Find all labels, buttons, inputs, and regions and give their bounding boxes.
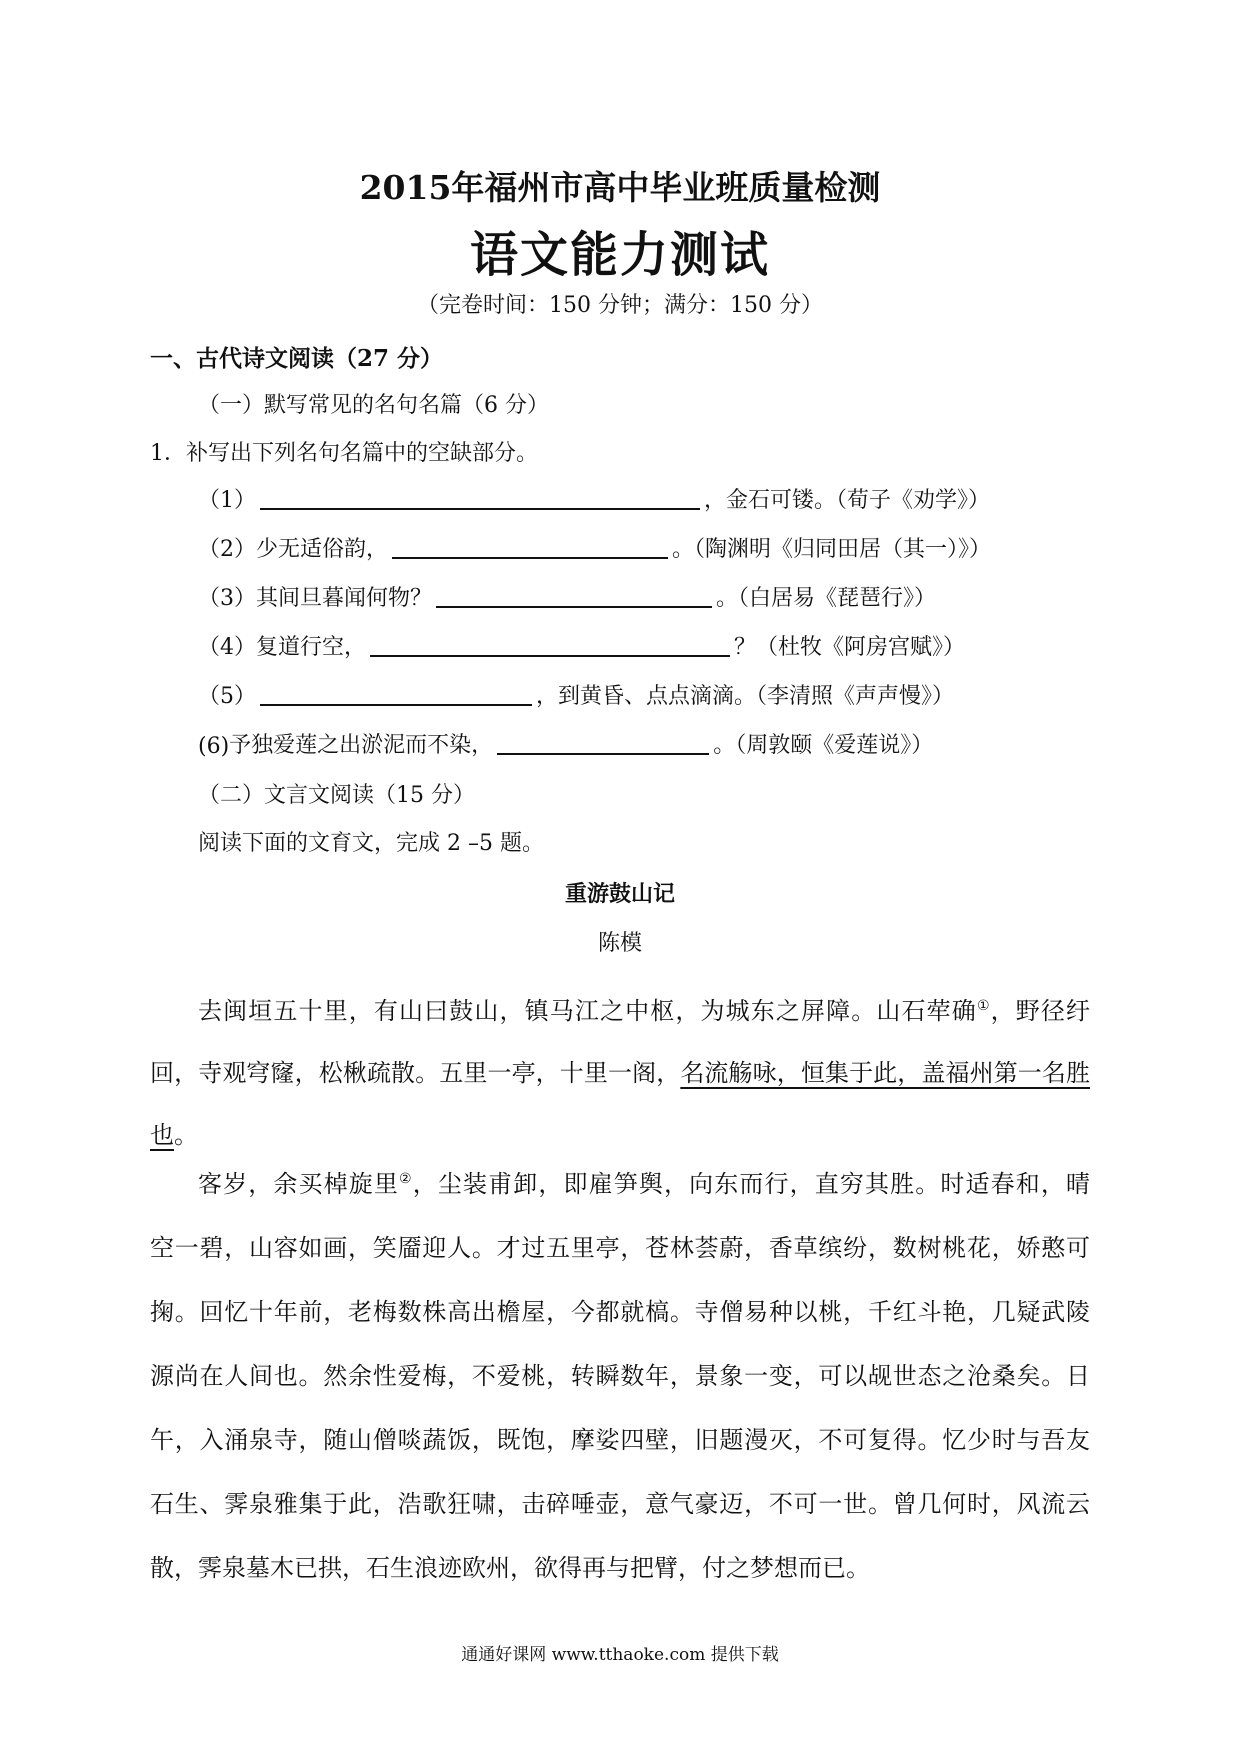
item-before: 其间旦暮闻何物？ xyxy=(256,586,433,611)
footnote-marker: ① xyxy=(976,998,991,1014)
fill-item-5 xyxy=(198,679,954,710)
exam-title: 2015年福州市高中毕业班质量检测 xyxy=(359,168,881,207)
fill-item-3 xyxy=(198,581,936,612)
passage-paragraph-2-line-1 xyxy=(150,1163,1090,1200)
item-number: （1） xyxy=(198,488,256,513)
passage-paragraph-2-line: 掬。回忆十年前，老梅数株高出檐屋，今都就槁。寺僧易种以桃，千红斗艳，几疑武陵 xyxy=(150,1298,1090,1326)
paragraph-text: 。 xyxy=(174,1121,198,1149)
page-footer: 通通好课网 www.tthaoke.com 提供下载 xyxy=(461,1645,779,1665)
item-after: 。（周敦颐《爱莲说》） xyxy=(713,733,934,758)
item-after: ？（杜牧《阿房宫赋》） xyxy=(734,635,966,660)
fill-item-1 xyxy=(198,483,990,514)
answer-blank[interactable] xyxy=(260,484,700,510)
section-heading: 一、古代诗文阅读（27 分） xyxy=(150,345,444,372)
item-before: 予独爱莲之出淤泥而不染， xyxy=(229,733,494,758)
part-heading-1: （一）默写常见的名句名篇（6 分） xyxy=(198,393,549,418)
paragraph-text: ，野径纡回，寺观穹窿，松楸疏散。五里一亭，十里一阁， xyxy=(150,997,1091,1087)
item-before: 少无适俗韵， xyxy=(256,537,389,562)
item-number: （4） xyxy=(198,635,256,660)
question-1-prompt: 1．补写出下列名句名篇中的空缺部分。 xyxy=(150,441,538,466)
answer-blank[interactable] xyxy=(392,533,668,559)
answer-blank[interactable] xyxy=(260,680,532,706)
passage-paragraph-2-line: 散，霁泉墓木已拱，石生浪迹欧州，欲得再与把臂，付之梦想而已。 xyxy=(150,1554,870,1582)
paragraph-text: ，尘装甫卸，即雇笋舆，向东而行，直穷其胜。时适春和，晴 xyxy=(412,1170,1090,1198)
passage-paragraph-2-line: 石生、霁泉雅集于此，浩歌狂啸，击碎唾壶，意气豪迈，不可一世。曾几何时，风流云 xyxy=(150,1490,1090,1518)
item-before: 复道行空， xyxy=(256,635,367,660)
part-heading-2: （二）文言文阅读（15 分） xyxy=(198,783,475,808)
passage-paragraph-2-line: 午，入涌泉寺，随山僧啖蔬饭，既饱，摩娑四壁，旧题漫灭，不可复得。忆少时与吾友 xyxy=(150,1426,1090,1454)
item-after: ，到黄昏、点点滴滴。（李清照《声声慢》） xyxy=(536,684,955,709)
exam-info: （完卷时间：150 分钟；满分：150 分） xyxy=(417,293,823,318)
subject-title: 语文能力测试 xyxy=(469,227,770,283)
item-after: 。（陶渊明《归同田居（其一）》） xyxy=(672,537,992,562)
underlined-sentence: 名流觞咏，恒集于此，盖福州第一名胜也 xyxy=(150,1059,1091,1149)
answer-blank[interactable] xyxy=(370,631,730,657)
item-after: ，金石可镂。（荀子《劝学》） xyxy=(704,488,991,513)
passage-title: 重游鼓山记 xyxy=(564,882,675,907)
fill-item-4 xyxy=(198,630,965,661)
answer-blank[interactable] xyxy=(436,582,712,608)
item-number: （3） xyxy=(198,586,256,611)
paragraph-text: 去闽垣五十里，有山曰鼓山，镇马江之中枢，为城东之屏障。山石荦确 xyxy=(198,997,977,1025)
passage-paragraph-2-line: 空一碧，山容如画，笑靥迎人。才过五里亭，苍林荟蔚，香草缤纷，数树桃花，娇憨可 xyxy=(150,1234,1090,1262)
passage-paragraph-1 xyxy=(150,975,1090,1166)
item-number: （5） xyxy=(198,684,256,709)
passage-paragraph-2-line: 源尚在人间也。然余性爱梅，不爱桃，转瞬数年，景象一变，可以觇世态之沧桑矣。日 xyxy=(150,1362,1090,1390)
passage-author: 陈模 xyxy=(597,931,642,956)
item-number: (6) xyxy=(198,734,230,759)
fill-item-6 xyxy=(198,728,933,759)
answer-blank[interactable] xyxy=(497,729,709,755)
fill-item-2 xyxy=(198,532,991,563)
item-after: 。（白居易《琵琶行》） xyxy=(716,586,937,611)
reading-instruction: 阅读下面的文育文，完成 2 –5 题。 xyxy=(198,831,544,856)
footnote-marker: ② xyxy=(399,1171,413,1187)
paragraph-text: 客岁，余买棹旋里 xyxy=(198,1170,400,1198)
item-number: （2） xyxy=(198,537,256,562)
